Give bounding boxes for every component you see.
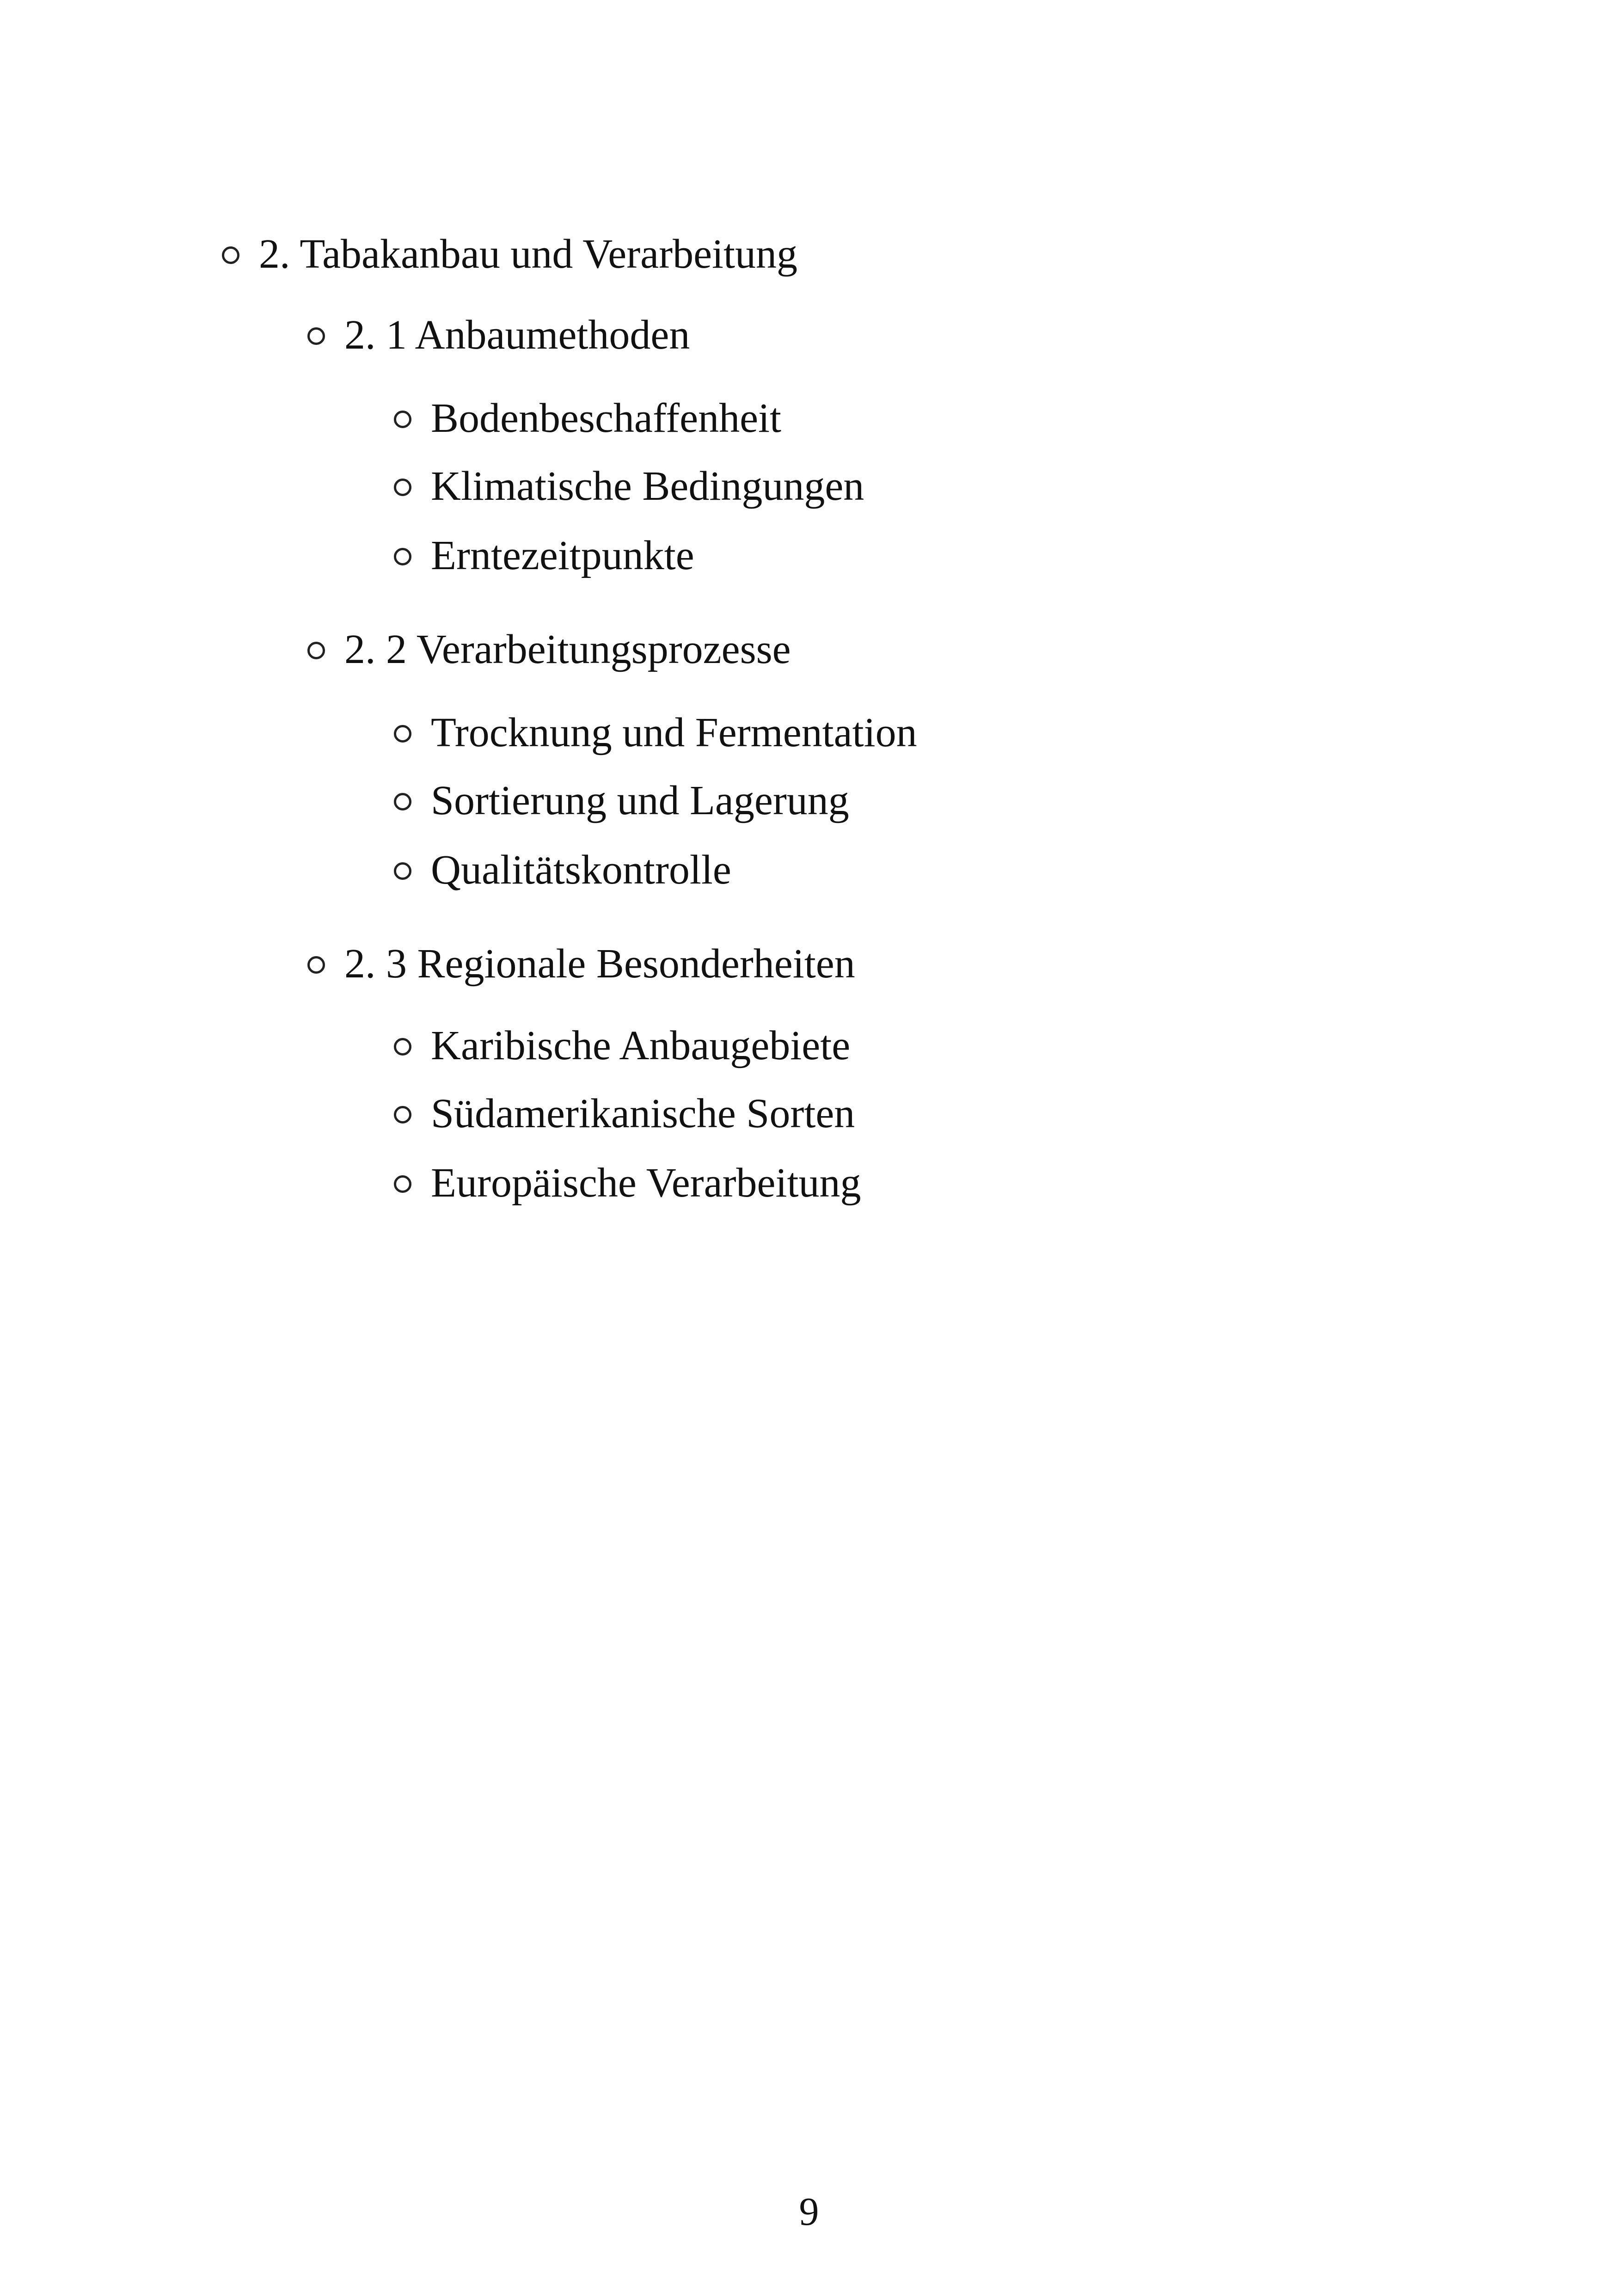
outline-item xyxy=(394,463,864,509)
circle-bullet-icon xyxy=(307,327,325,345)
subsection-title: 2. 3 Regionale Besonderheiten xyxy=(344,941,855,987)
outline-item-label: Karibische Anbaugebiete xyxy=(431,1023,851,1068)
outline-item-label: Südamerikanische Sorten xyxy=(431,1091,855,1136)
outline-item xyxy=(394,395,782,441)
circle-bullet-icon xyxy=(222,246,239,264)
outline-subsection xyxy=(307,943,855,985)
outline-item xyxy=(394,535,694,577)
outline-subsection xyxy=(307,626,791,672)
outline-item xyxy=(394,1093,855,1135)
outline-item-label: Bodenbeschaffenheit xyxy=(431,395,782,441)
outline-item-label: Sortierung und Lagerung xyxy=(431,778,849,823)
outline-item-label: Europäische Verarbeitung xyxy=(431,1160,861,1206)
circle-bullet-icon xyxy=(394,1175,411,1193)
outline-section xyxy=(222,233,797,275)
subsection-title: 2. 2 Verarbeitungsprozesse xyxy=(344,626,791,672)
subsection-title: 2. 1 Anbaumethoden xyxy=(344,312,690,358)
outline-item xyxy=(394,1025,850,1067)
outline-subsection xyxy=(307,314,690,356)
section-title: 2. Tabakanbau und Verarbeitung xyxy=(259,231,798,277)
circle-bullet-icon xyxy=(394,411,411,428)
circle-bullet-icon xyxy=(394,548,411,565)
outline-item xyxy=(394,849,731,891)
outline-item-label: Trocknung und Fermentation xyxy=(431,710,917,755)
page-number: 9 xyxy=(799,2189,819,2234)
circle-bullet-icon xyxy=(394,793,411,810)
outline-item-label: Klimatische Bedingungen xyxy=(431,463,864,509)
outline-item xyxy=(394,1162,861,1204)
outline-item xyxy=(394,780,849,822)
outline-item-label: Qualitätskontrolle xyxy=(431,847,731,893)
circle-bullet-icon xyxy=(394,479,411,496)
circle-bullet-icon xyxy=(307,642,325,659)
circle-bullet-icon xyxy=(394,862,411,880)
circle-bullet-icon xyxy=(394,1106,411,1123)
outline-item xyxy=(394,712,917,754)
circle-bullet-icon xyxy=(394,1038,411,1056)
circle-bullet-icon xyxy=(307,956,325,974)
outline-item-label: Erntezeitpunkte xyxy=(431,533,694,578)
circle-bullet-icon xyxy=(394,725,411,743)
